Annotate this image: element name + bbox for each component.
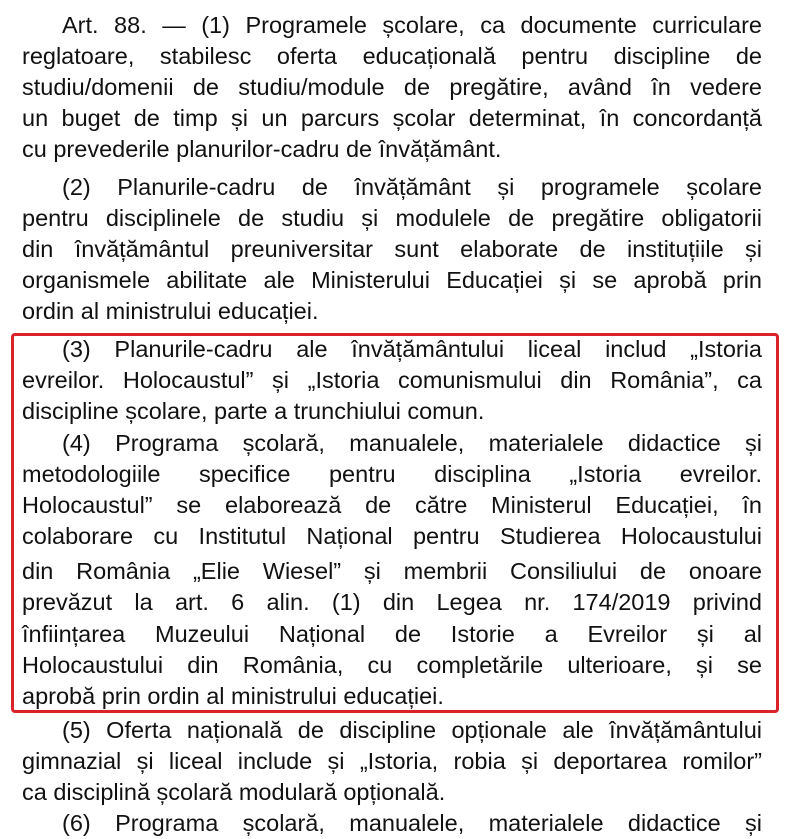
paragraph-4-line-1: (4) Programa școlară, manualele, materialele didactice și [62,430,762,456]
paragraph-4-line-2: metodologiile specifice pentru disciplina „Istoria evreilor. [22,461,762,487]
paragraph-3-line-2: evreilor. Holocaustul” și „Istoria comunismului din România”, ca [22,367,762,393]
paragraph-4-line-7: înființarea Muzeului Național de Istorie a Evreilor și al [22,621,762,647]
paragraph-4-line-3: Holocaustul” se elaborează de către Ministerul Educației, în [22,492,762,518]
paragraph-2-line-2: pentru disciplinele de studiu și modulele de pregătire obligatorii [22,205,762,231]
paragraph-3-line-1: (3) Planurile-cadru ale învățământului liceal includ „Istoria [62,336,762,362]
paragraph-2-line-1: (2) Planurile-cadru de învățământ și programele școlare [62,174,762,200]
paragraph-4-line-9: aprobă prin ordin al ministrului educației. [22,683,444,709]
paragraph-1-line-4: un buget de timp și un parcurs școlar determinat, în concordanță [22,105,762,131]
paragraph-1-line-1: Art. 88. — (1) Programele școlare, ca documente curriculare [62,12,762,38]
paragraph-4-line-6: prevăzut la art. 6 alin. (1) din Legea nr. 174/2019 privind [22,589,762,615]
paragraph-1-line-3: studiu/domenii de studiu/module de pregătire, având în vedere [22,74,762,100]
paragraph-3-line-3: discipline școlare, parte a trunchiului comun. [22,398,485,424]
paragraph-2-line-5: ordin al ministrului educației. [22,298,319,324]
paragraph-5-line-1: (5) Oferta națională de discipline opționale ale învățământului [62,717,762,743]
paragraph-6-line-1: (6) Programa școlară, manualele, materialele didactice și [62,810,762,836]
paragraph-4-line-5: din România „Elie Wiesel” și membrii Consiliului de onoare [22,558,762,584]
paragraph-1-line-2: reglatoare, stabilesc oferta educațională pentru discipline de [22,43,762,69]
paragraph-4-line-4: colaborare cu Institutul Național pentru Studierea Holocaustului [22,523,762,549]
paragraph-2-line-3: din învățământul preuniversitar sunt elaborate de instituțiile și [22,236,762,262]
paragraph-2-line-4: organismele abilitate ale Ministerului Educației și se aprobă prin [22,267,762,293]
paragraph-4-line-8: Holocaustului din România, cu completările ulterioare, și se [22,652,762,678]
paragraph-5-line-2: gimnazial și liceal include și „Istoria, robia și deportarea romilor” [22,748,762,774]
paragraph-5-line-3: ca disciplină școlară modulară opțională. [22,779,446,805]
paragraph-1-line-5: cu prevederile planurilor-cadru de învățământ. [22,136,502,162]
